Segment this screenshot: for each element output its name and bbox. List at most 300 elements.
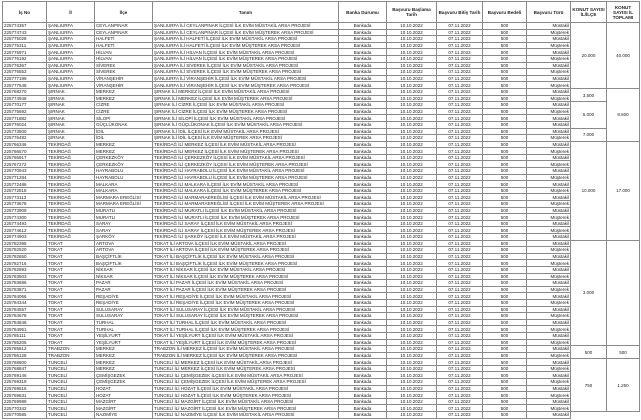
cell-basvuru-turu[interactable]: Müstakil bbox=[527, 128, 571, 135]
cell-il[interactable]: TOKAT bbox=[47, 319, 95, 326]
cell-tanim[interactable]: TOKAT İLİ BAŞÇİFTLİK İLÇESİ İLK EVİM MÜŞTEREK ARSA PROJESİ bbox=[153, 260, 339, 267]
cell-banka-durumu[interactable]: Bankada bbox=[339, 352, 387, 359]
cell-banka-durumu[interactable]: Bankada bbox=[339, 108, 387, 115]
cell-basvuru-turu[interactable]: Müşterek bbox=[527, 352, 571, 359]
cell-bedel[interactable]: 500 bbox=[483, 306, 527, 313]
cell-bedel[interactable]: 500 bbox=[483, 82, 527, 89]
cell-tanim[interactable]: ŞIRNAK İLİ CİZRE İLÇESİ İLK EVİM MÜSTAKİL ARSA PROJESİ bbox=[153, 102, 339, 109]
cell-il[interactable]: TEKİRDAĞ bbox=[47, 234, 95, 241]
cell-tanim[interactable]: TEKİRDAĞ İLİ ÇERKEZKÖY İLÇESİ İLK EVİM MÜSTAKİL ARSA PROJESİ bbox=[153, 154, 339, 161]
cell-baslama-tarih[interactable]: 10.10.2022 bbox=[387, 82, 437, 89]
cell-il[interactable]: TUNCELİ bbox=[47, 365, 95, 372]
cell-banka-durumu[interactable]: Bankada bbox=[339, 36, 387, 43]
cell-ilce[interactable]: SİVEREK bbox=[95, 69, 153, 76]
cell-bedel[interactable]: 500 bbox=[483, 95, 527, 102]
cell-konut-il-ilce[interactable]: 20.000 bbox=[571, 23, 607, 89]
cell-is-no[interactable]: 225775692 bbox=[3, 108, 47, 115]
cell-baslama-tarih[interactable]: 10.10.2022 bbox=[387, 385, 437, 392]
cell-bitis-tarih[interactable]: 07.11.2022 bbox=[437, 108, 483, 115]
cell-tanim[interactable]: ŞANLIURFA İLİ HİLVAN İLÇESİ İLK EVİM MÜSTAKİL ARSA PROJESİ bbox=[153, 49, 339, 56]
col-header-bitis-tarih[interactable]: Başvuru Bitiş Tarih bbox=[437, 2, 483, 23]
cell-bedel[interactable]: 500 bbox=[483, 359, 527, 366]
cell-il[interactable]: TOKAT bbox=[47, 339, 95, 346]
cell-baslama-tarih[interactable]: 10.10.2022 bbox=[387, 253, 437, 260]
cell-baslama-tarih[interactable]: 10.10.2022 bbox=[387, 36, 437, 43]
cell-banka-durumu[interactable]: Bankada bbox=[339, 154, 387, 161]
cell-bedel[interactable]: 500 bbox=[483, 135, 527, 142]
cell-ilce[interactable]: MAZGİRT bbox=[95, 398, 153, 405]
cell-banka-durumu[interactable]: Bankada bbox=[339, 398, 387, 405]
cell-basvuru-turu[interactable]: Müstakil bbox=[527, 240, 571, 247]
cell-ilce[interactable]: SARAY bbox=[95, 227, 153, 234]
cell-tanim[interactable]: TOKAT İLİ YEŞİLYURT İLÇESİ İLK EVİM MÜSTAKİL ARSA PROJESİ bbox=[153, 332, 339, 339]
cell-basvuru-turu[interactable]: Müstakil bbox=[527, 154, 571, 161]
cell-bedel[interactable]: 500 bbox=[483, 385, 527, 392]
cell-il[interactable]: ŞANLIURFA bbox=[47, 69, 95, 76]
cell-bedel[interactable]: 500 bbox=[483, 372, 527, 379]
cell-tanim[interactable]: TOKAT İLİ ARTOVA İLÇESİ İLK EVİM MÜŞTEREK ARSA PROJESİ bbox=[153, 247, 339, 254]
cell-basvuru-turu[interactable]: Müstakil bbox=[527, 181, 571, 188]
cell-baslama-tarih[interactable]: 10.10.2022 bbox=[387, 194, 437, 201]
cell-is-no[interactable]: 225783503 bbox=[3, 273, 47, 280]
cell-konut-il-ilce[interactable]: 5.000 bbox=[571, 102, 607, 128]
cell-tanim[interactable]: TOKAT İLİ NİKSAR İLÇESİ İLK EVİM MÜŞTEREK ARSA PROJESİ bbox=[153, 273, 339, 280]
cell-bedel[interactable]: 500 bbox=[483, 115, 527, 122]
cell-tanim[interactable]: TOKAT İLİ PAZAR İLÇESİ İLK EVİM MÜŞTEREK ARSA PROJESİ bbox=[153, 286, 339, 293]
cell-bedel[interactable]: 500 bbox=[483, 266, 527, 273]
cell-bitis-tarih[interactable]: 07.11.2022 bbox=[437, 379, 483, 386]
cell-tanim[interactable]: TOKAT İLİ SULUSARAY İLÇESİ İLK EVİM MÜSTAKİL ARSA PROJESİ bbox=[153, 306, 339, 313]
cell-basvuru-turu[interactable]: Müstakil bbox=[527, 36, 571, 43]
cell-il[interactable]: ŞANLIURFA bbox=[47, 36, 95, 43]
cell-bitis-tarih[interactable]: 07.11.2022 bbox=[437, 240, 483, 247]
cell-il[interactable]: ŞIRNAK bbox=[47, 128, 95, 135]
cell-baslama-tarih[interactable]: 10.10.2022 bbox=[387, 55, 437, 62]
cell-baslama-tarih[interactable]: 10.10.2022 bbox=[387, 161, 437, 168]
cell-is-no[interactable]: 225773500 bbox=[3, 128, 47, 135]
cell-bitis-tarih[interactable]: 07.11.2022 bbox=[437, 29, 483, 36]
cell-bedel[interactable]: 500 bbox=[483, 49, 527, 56]
cell-konut-il-ilce[interactable]: 3.500 bbox=[571, 88, 607, 101]
cell-ilce[interactable]: PAZAR bbox=[95, 280, 153, 287]
cell-basvuru-turu[interactable]: Müşterek bbox=[527, 227, 571, 234]
cell-tanim[interactable]: TEKİRDAĞ İLİ SARAY İLÇESİ İLK EVİM MÜŞTEREK ARSA PROJESİ bbox=[153, 227, 339, 234]
cell-bitis-tarih[interactable]: 07.11.2022 bbox=[437, 88, 483, 95]
cell-is-no[interactable]: 225774743 bbox=[3, 29, 47, 36]
cell-bitis-tarih[interactable]: 07.11.2022 bbox=[437, 82, 483, 89]
cell-bitis-tarih[interactable]: 07.11.2022 bbox=[437, 49, 483, 56]
cell-tanim[interactable]: ŞIRNAK İLİ MERKEZ İLÇESİ İLK EVİM MÜŞTEREK ARSA PROJESİ bbox=[153, 95, 339, 102]
cell-il[interactable]: TEKİRDAĞ bbox=[47, 194, 95, 201]
cell-is-no[interactable]: 225776553 bbox=[3, 69, 47, 76]
cell-il[interactable]: TUNCELİ bbox=[47, 372, 95, 379]
cell-tanim[interactable]: TEKİRDAĞ İLİ MALKARA İLÇESİ İLK EVİM MÜŞTEREK ARSA PROJESİ bbox=[153, 187, 339, 194]
cell-is-no[interactable]: 225770177 bbox=[3, 102, 47, 109]
cell-basvuru-turu[interactable]: Müstakil bbox=[527, 62, 571, 69]
cell-tanim[interactable]: ŞANLIURFA İLİ CEYLANPINAR İLÇESİ İLK EVİM MÜŞTEREK ARSA PROJESİ bbox=[153, 29, 339, 36]
cell-il[interactable]: TUNCELİ bbox=[47, 392, 95, 399]
cell-is-no[interactable]: 225773113 bbox=[3, 194, 47, 201]
cell-is-no[interactable]: 225774357 bbox=[3, 23, 47, 30]
cell-ilce[interactable]: ÇEMİŞGEZEK bbox=[95, 379, 153, 386]
cell-is-no[interactable]: 225776192 bbox=[3, 55, 47, 62]
cell-baslama-tarih[interactable]: 10.10.2022 bbox=[387, 299, 437, 306]
cell-baslama-tarih[interactable]: 10.10.2022 bbox=[387, 359, 437, 366]
cell-tanim[interactable]: TEKİRDAĞ İLİ HAYRABOLU İLÇESİ İLK EVİM MÜSTAKİL ARSA PROJESİ bbox=[153, 168, 339, 175]
cell-bedel[interactable]: 500 bbox=[483, 168, 527, 175]
cell-konut-il-toplam[interactable]: 1.250 bbox=[607, 359, 640, 412]
cell-bedel[interactable]: 500 bbox=[483, 280, 527, 287]
cell-ilce[interactable]: MERKEZ bbox=[95, 365, 153, 372]
cell-bedel[interactable]: 500 bbox=[483, 365, 527, 372]
cell-il[interactable]: TEKİRDAĞ bbox=[47, 227, 95, 234]
cell-tanim[interactable]: ŞANLIURFA İLİ HALFETİ İLÇESİ İLK EVİM MÜŞTEREK ARSA PROJESİ bbox=[153, 42, 339, 49]
cell-ilce[interactable]: HALFETİ bbox=[95, 36, 153, 43]
cell-basvuru-turu[interactable]: Müşterek bbox=[527, 135, 571, 142]
cell-is-no[interactable]: 225785812 bbox=[3, 346, 47, 353]
cell-bedel[interactable]: 500 bbox=[483, 319, 527, 326]
cell-bitis-tarih[interactable]: 07.11.2022 bbox=[437, 154, 483, 161]
cell-tanim[interactable]: TUNCELİ İLİ MERKEZ İLÇESİ İLK EVİM MÜSTAKİL ARSA PROJESİ bbox=[153, 359, 339, 366]
cell-il[interactable]: ŞIRNAK bbox=[47, 88, 95, 95]
cell-banka-durumu[interactable]: Bankada bbox=[339, 359, 387, 366]
cell-ilce[interactable]: MARMARA EREĞLİSİ bbox=[95, 194, 153, 201]
cell-konut-il-toplam[interactable]: 17.000 bbox=[607, 141, 640, 240]
cell-is-no[interactable]: 225776482 bbox=[3, 135, 47, 142]
cell-il[interactable]: TOKAT bbox=[47, 306, 95, 313]
cell-konut-il-toplam[interactable] bbox=[607, 240, 640, 346]
cell-baslama-tarih[interactable]: 10.10.2022 bbox=[387, 128, 437, 135]
cell-ilce[interactable]: İDİL bbox=[95, 128, 153, 135]
cell-ilce[interactable]: MERKEZ bbox=[95, 148, 153, 155]
cell-ilce[interactable]: MURATLI bbox=[95, 214, 153, 221]
cell-banka-durumu[interactable]: Bankada bbox=[339, 88, 387, 95]
cell-tanim[interactable]: TUNCELİ İLİ ÇEMİŞGEZEK İLÇESİ İLK EVİM MÜSTAKİL ARSA PROJESİ bbox=[153, 372, 339, 379]
cell-ilce[interactable]: ARTOVA bbox=[95, 240, 153, 247]
cell-il[interactable]: TEKİRDAĞ bbox=[47, 220, 95, 227]
cell-is-no[interactable]: 225782650 bbox=[3, 253, 47, 260]
cell-il[interactable]: TUNCELİ bbox=[47, 412, 95, 419]
cell-ilce[interactable]: BAŞÇİFTLİK bbox=[95, 253, 153, 260]
cell-is-no[interactable]: 225773678 bbox=[3, 201, 47, 208]
cell-is-no[interactable]: 225767272 bbox=[3, 161, 47, 168]
cell-il[interactable]: TEKİRDAĞ bbox=[47, 168, 95, 175]
cell-tanim[interactable]: TOKAT İLİ REŞADİYE İLÇESİ İLK EVİM MÜŞTEREK ARSA PROJESİ bbox=[153, 299, 339, 306]
cell-tanim[interactable]: ŞIRNAK İLİ MERKEZ İLÇESİ İLK EVİM MÜSTAKİL ARSA PROJESİ bbox=[153, 88, 339, 95]
cell-ilce[interactable]: CEYLANPINAR bbox=[95, 29, 153, 36]
cell-basvuru-turu[interactable]: Müşterek bbox=[527, 82, 571, 89]
cell-basvuru-turu[interactable]: Müstakil bbox=[527, 207, 571, 214]
cell-basvuru-turu[interactable]: Müstakil bbox=[527, 293, 571, 300]
cell-basvuru-turu[interactable]: Müşterek bbox=[527, 313, 571, 320]
cell-il[interactable]: TEKİRDAĞ bbox=[47, 148, 95, 155]
cell-ilce[interactable]: CİZRE bbox=[95, 108, 153, 115]
cell-bitis-tarih[interactable]: 07.11.2022 bbox=[437, 220, 483, 227]
cell-bitis-tarih[interactable]: 07.11.2022 bbox=[437, 326, 483, 333]
cell-bitis-tarih[interactable]: 07.11.2022 bbox=[437, 260, 483, 267]
col-header-bedel[interactable]: Başvuru Bedeli bbox=[483, 2, 527, 23]
cell-banka-durumu[interactable]: Bankada bbox=[339, 95, 387, 102]
cell-baslama-tarih[interactable]: 10.10.2022 bbox=[387, 412, 437, 419]
cell-bitis-tarih[interactable]: 07.11.2022 bbox=[437, 253, 483, 260]
cell-ilce[interactable]: MERKEZ bbox=[95, 141, 153, 148]
cell-baslama-tarih[interactable]: 10.10.2022 bbox=[387, 108, 437, 115]
cell-il[interactable]: TOKAT bbox=[47, 266, 95, 273]
cell-tanim[interactable]: ŞANLIURFA İLİ VİRANŞEHİR İLÇESİ İLK EVİM MÜŞTEREK ARSA PROJESİ bbox=[153, 82, 339, 89]
cell-il[interactable]: TEKİRDAĞ bbox=[47, 201, 95, 208]
cell-bitis-tarih[interactable]: 07.11.2022 bbox=[437, 346, 483, 353]
cell-is-no[interactable]: 225774948 bbox=[3, 95, 47, 102]
cell-ilce[interactable]: CEYLANPINAR bbox=[95, 23, 153, 30]
cell-bitis-tarih[interactable]: 07.11.2022 bbox=[437, 55, 483, 62]
cell-baslama-tarih[interactable]: 10.10.2022 bbox=[387, 332, 437, 339]
cell-il[interactable]: TOKAT bbox=[47, 253, 95, 260]
cell-tanim[interactable]: ŞANLIURFA İLİ HİLVAN İLÇESİ İLK EVİM MÜŞTEREK ARSA PROJESİ bbox=[153, 55, 339, 62]
cell-is-no[interactable]: 225770585 bbox=[3, 412, 47, 419]
cell-baslama-tarih[interactable]: 10.10.2022 bbox=[387, 88, 437, 95]
cell-basvuru-turu[interactable]: Müşterek bbox=[527, 247, 571, 254]
cell-ilce[interactable]: MERKEZ bbox=[95, 359, 153, 366]
cell-bedel[interactable]: 500 bbox=[483, 194, 527, 201]
cell-bedel[interactable]: 500 bbox=[483, 55, 527, 62]
cell-ilce[interactable]: REŞADİYE bbox=[95, 293, 153, 300]
cell-is-no[interactable]: 225784557 bbox=[3, 306, 47, 313]
cell-banka-durumu[interactable]: Bankada bbox=[339, 148, 387, 155]
cell-il[interactable]: TRABZON bbox=[47, 346, 95, 353]
cell-basvuru-turu[interactable]: Müşterek bbox=[527, 299, 571, 306]
cell-ilce[interactable]: VİRANŞEHİR bbox=[95, 82, 153, 89]
cell-baslama-tarih[interactable]: 10.10.2022 bbox=[387, 207, 437, 214]
cell-bitis-tarih[interactable]: 07.11.2022 bbox=[437, 168, 483, 175]
cell-ilce[interactable]: VİRANŞEHİR bbox=[95, 75, 153, 82]
cell-bitis-tarih[interactable]: 07.11.2022 bbox=[437, 398, 483, 405]
cell-banka-durumu[interactable]: Bankada bbox=[339, 187, 387, 194]
cell-bitis-tarih[interactable]: 07.11.2022 bbox=[437, 359, 483, 366]
cell-banka-durumu[interactable]: Bankada bbox=[339, 168, 387, 175]
cell-il[interactable]: TUNCELİ bbox=[47, 398, 95, 405]
cell-tanim[interactable]: ŞANLIURFA İLİ HALFETİ İLÇESİ İLK EVİM MÜSTAKİL ARSA PROJESİ bbox=[153, 36, 339, 43]
cell-konut-il-toplam[interactable]: 500 bbox=[607, 346, 640, 359]
cell-baslama-tarih[interactable]: 10.10.2022 bbox=[387, 372, 437, 379]
cell-baslama-tarih[interactable]: 10.10.2022 bbox=[387, 240, 437, 247]
cell-is-no[interactable]: 225784951 bbox=[3, 326, 47, 333]
cell-bitis-tarih[interactable]: 07.11.2022 bbox=[437, 148, 483, 155]
cell-baslama-tarih[interactable]: 10.10.2022 bbox=[387, 346, 437, 353]
cell-konut-il-ilce[interactable]: 10.000 bbox=[571, 141, 607, 240]
col-header-tanim[interactable]: Tanım bbox=[153, 2, 339, 23]
cell-il[interactable]: TUNCELİ bbox=[47, 405, 95, 412]
cell-banka-durumu[interactable]: Bankada bbox=[339, 365, 387, 372]
cell-tanim[interactable]: TEKİRDAĞ İLİ SARAY İLÇESİ İLK EVİM MÜSTAKİL ARSA PROJESİ bbox=[153, 220, 339, 227]
cell-bedel[interactable]: 500 bbox=[483, 326, 527, 333]
cell-banka-durumu[interactable]: Bankada bbox=[339, 266, 387, 273]
cell-banka-durumu[interactable]: Bankada bbox=[339, 253, 387, 260]
cell-il[interactable]: ŞIRNAK bbox=[47, 108, 95, 115]
cell-basvuru-turu[interactable]: Müstakil bbox=[527, 280, 571, 287]
cell-bedel[interactable]: 500 bbox=[483, 313, 527, 320]
cell-basvuru-turu[interactable]: Müstakil bbox=[527, 306, 571, 313]
cell-baslama-tarih[interactable]: 10.10.2022 bbox=[387, 201, 437, 208]
cell-ilce[interactable]: HİLVAN bbox=[95, 49, 153, 56]
cell-banka-durumu[interactable]: Bankada bbox=[339, 49, 387, 56]
cell-il[interactable]: ŞIRNAK bbox=[47, 121, 95, 128]
cell-bedel[interactable]: 500 bbox=[483, 128, 527, 135]
cell-bedel[interactable]: 500 bbox=[483, 247, 527, 254]
cell-il[interactable]: TEKİRDAĞ bbox=[47, 181, 95, 188]
cell-ilce[interactable]: GÜÇLÜKONAK bbox=[95, 121, 153, 128]
cell-banka-durumu[interactable]: Bankada bbox=[339, 135, 387, 142]
cell-baslama-tarih[interactable]: 10.10.2022 bbox=[387, 313, 437, 320]
cell-il[interactable]: TEKİRDAĞ bbox=[47, 214, 95, 221]
cell-bedel[interactable]: 500 bbox=[483, 161, 527, 168]
cell-il[interactable]: ŞANLIURFA bbox=[47, 55, 95, 62]
cell-banka-durumu[interactable]: Bankada bbox=[339, 181, 387, 188]
cell-tanim[interactable]: TOKAT İLİ NİKSAR İLÇESİ İLK EVİM MÜSTAKİL ARSA PROJESİ bbox=[153, 266, 339, 273]
cell-is-no[interactable]: 225768800 bbox=[3, 359, 47, 366]
cell-is-no[interactable]: 225770943 bbox=[3, 168, 47, 175]
cell-basvuru-turu[interactable]: Müstakil bbox=[527, 266, 571, 273]
cell-ilce[interactable]: ÇERKEZKÖY bbox=[95, 154, 153, 161]
cell-tanim[interactable]: TOKAT İLİ REŞADİYE İLÇESİ İLK EVİM MÜSTAKİL ARSA PROJESİ bbox=[153, 293, 339, 300]
cell-bitis-tarih[interactable]: 07.11.2022 bbox=[437, 161, 483, 168]
cell-bitis-tarih[interactable]: 07.11.2022 bbox=[437, 286, 483, 293]
cell-tanim[interactable]: TEKİRDAĞ İLİ ÇERKEZKÖY İLÇESİ İLK EVİM MÜŞTEREK ARSA PROJESİ bbox=[153, 161, 339, 168]
cell-bedel[interactable]: 500 bbox=[483, 121, 527, 128]
cell-ilce[interactable]: HALFETİ bbox=[95, 42, 153, 49]
cell-ilce[interactable]: ÇERKEZKÖY bbox=[95, 161, 153, 168]
cell-bitis-tarih[interactable]: 07.11.2022 bbox=[437, 332, 483, 339]
cell-is-no[interactable]: 225777548 bbox=[3, 82, 47, 89]
cell-is-no[interactable]: 225786128 bbox=[3, 352, 47, 359]
cell-il[interactable]: TUNCELİ bbox=[47, 385, 95, 392]
cell-il[interactable]: TOKAT bbox=[47, 260, 95, 267]
cell-ilce[interactable]: SİVEREK bbox=[95, 62, 153, 69]
cell-konut-il-ilce[interactable]: 750 bbox=[571, 359, 607, 412]
cell-tanim[interactable]: TEKİRDAĞ İLİ MARMARAEREĞLİSİ İLÇESİ İLK EVİM MÜSTAKİL ARSA PROJESİ bbox=[153, 194, 339, 201]
cell-baslama-tarih[interactable]: 10.10.2022 bbox=[387, 135, 437, 142]
cell-basvuru-turu[interactable]: Müstakil bbox=[527, 253, 571, 260]
cell-bitis-tarih[interactable]: 07.11.2022 bbox=[437, 405, 483, 412]
cell-il[interactable]: TOKAT bbox=[47, 313, 95, 320]
cell-baslama-tarih[interactable]: 10.10.2022 bbox=[387, 227, 437, 234]
cell-bedel[interactable]: 500 bbox=[483, 75, 527, 82]
cell-bitis-tarih[interactable]: 07.11.2022 bbox=[437, 339, 483, 346]
cell-konut-il-toplam[interactable]: 8.500 bbox=[607, 88, 640, 141]
cell-banka-durumu[interactable]: Bankada bbox=[339, 332, 387, 339]
cell-ilce[interactable]: ARTOVA bbox=[95, 247, 153, 254]
cell-ilce[interactable]: MAZGİRT bbox=[95, 405, 153, 412]
cell-baslama-tarih[interactable]: 10.10.2022 bbox=[387, 214, 437, 221]
cell-bedel[interactable]: 500 bbox=[483, 141, 527, 148]
cell-bitis-tarih[interactable]: 07.11.2022 bbox=[437, 385, 483, 392]
cell-baslama-tarih[interactable]: 10.10.2022 bbox=[387, 75, 437, 82]
cell-bedel[interactable]: 500 bbox=[483, 23, 527, 30]
cell-ilce[interactable]: MURATLI bbox=[95, 207, 153, 214]
cell-baslama-tarih[interactable]: 10.10.2022 bbox=[387, 148, 437, 155]
cell-il[interactable]: ŞANLIURFA bbox=[47, 42, 95, 49]
cell-is-no[interactable]: 225770342 bbox=[3, 405, 47, 412]
cell-ilce[interactable]: HAYRABOLU bbox=[95, 168, 153, 175]
cell-bitis-tarih[interactable]: 07.11.2022 bbox=[437, 234, 483, 241]
cell-basvuru-turu[interactable]: Müşterek bbox=[527, 405, 571, 412]
cell-banka-durumu[interactable]: Bankada bbox=[339, 299, 387, 306]
cell-bitis-tarih[interactable]: 07.11.2022 bbox=[437, 174, 483, 181]
cell-banka-durumu[interactable]: Bankada bbox=[339, 121, 387, 128]
cell-is-no[interactable]: 225776024 bbox=[3, 121, 47, 128]
cell-baslama-tarih[interactable]: 10.10.2022 bbox=[387, 121, 437, 128]
col-header-konut-il-toplam[interactable]: KONUT SAYISI İL TOPLAMI bbox=[607, 2, 640, 23]
cell-is-no[interactable]: 225783686 bbox=[3, 280, 47, 287]
cell-basvuru-turu[interactable]: Müşterek bbox=[527, 187, 571, 194]
cell-il[interactable]: TOKAT bbox=[47, 326, 95, 333]
cell-banka-durumu[interactable]: Bankada bbox=[339, 385, 387, 392]
cell-bedel[interactable]: 500 bbox=[483, 207, 527, 214]
cell-baslama-tarih[interactable]: 10.10.2022 bbox=[387, 306, 437, 313]
cell-baslama-tarih[interactable]: 10.10.2022 bbox=[387, 29, 437, 36]
cell-banka-durumu[interactable]: Bankada bbox=[339, 392, 387, 399]
cell-tanim[interactable]: TOKAT İLİ TURHAL İLÇESİ İLK EVİM MÜSTAKİL ARSA PROJESİ bbox=[153, 319, 339, 326]
cell-ilce[interactable]: ŞARKÖY bbox=[95, 234, 153, 241]
cell-basvuru-turu[interactable]: Müşterek bbox=[527, 365, 571, 372]
cell-bedel[interactable]: 500 bbox=[483, 293, 527, 300]
cell-tanim[interactable]: TUNCELİ İLİ HOZAT İLÇESİ İLK EVİM MÜŞTEREK ARSA PROJESİ bbox=[153, 392, 339, 399]
cell-basvuru-turu[interactable]: Müşterek bbox=[527, 108, 571, 115]
cell-baslama-tarih[interactable]: 10.10.2022 bbox=[387, 280, 437, 287]
cell-is-no[interactable]: 225775311 bbox=[3, 42, 47, 49]
cell-basvuru-turu[interactable]: Müstakil bbox=[527, 23, 571, 30]
cell-basvuru-turu[interactable]: Müstakil bbox=[527, 121, 571, 128]
cell-banka-durumu[interactable]: Bankada bbox=[339, 240, 387, 247]
cell-baslama-tarih[interactable]: 10.10.2022 bbox=[387, 379, 437, 386]
cell-banka-durumu[interactable]: Bankada bbox=[339, 313, 387, 320]
cell-baslama-tarih[interactable]: 10.10.2022 bbox=[387, 181, 437, 188]
cell-basvuru-turu[interactable]: Müstakil bbox=[527, 372, 571, 379]
cell-ilce[interactable]: REŞADİYE bbox=[95, 299, 153, 306]
cell-baslama-tarih[interactable]: 10.10.2022 bbox=[387, 286, 437, 293]
cell-is-no[interactable]: 225783871 bbox=[3, 286, 47, 293]
cell-tanim[interactable]: TOKAT İLİ BAŞÇİFTLİK İLÇESİ İLK EVİM MÜSTAKİL ARSA PROJESİ bbox=[153, 253, 339, 260]
cell-banka-durumu[interactable]: Bankada bbox=[339, 247, 387, 254]
cell-tanim[interactable]: TUNCELİ İLİ ÇEMİŞGEZEK İLÇESİ İLK EVİM MÜŞTEREK ARSA PROJESİ bbox=[153, 379, 339, 386]
cell-tanim[interactable]: ŞIRNAK İLİ İDİL İLÇESİ İLK EVİM MÜŞTEREK ARSA PROJESİ bbox=[153, 135, 339, 142]
cell-banka-durumu[interactable]: Bankada bbox=[339, 42, 387, 49]
cell-basvuru-turu[interactable]: Müşterek bbox=[527, 42, 571, 49]
cell-basvuru-turu[interactable]: Müstakil bbox=[527, 385, 571, 392]
cell-il[interactable]: TEKİRDAĞ bbox=[47, 141, 95, 148]
cell-banka-durumu[interactable]: Bankada bbox=[339, 326, 387, 333]
cell-basvuru-turu[interactable]: Müşterek bbox=[527, 161, 571, 168]
cell-is-no[interactable]: 225782520 bbox=[3, 247, 47, 254]
cell-tanim[interactable]: ŞANLIURFA İLİ VİRANŞEHİR İLÇESİ İLK EVİM MÜSTAKİL ARSA PROJESİ bbox=[153, 75, 339, 82]
cell-baslama-tarih[interactable]: 10.10.2022 bbox=[387, 49, 437, 56]
cell-banka-durumu[interactable]: Bankada bbox=[339, 227, 387, 234]
cell-konut-il-ilce[interactable]: 3.000 bbox=[571, 240, 607, 346]
cell-bedel[interactable]: 500 bbox=[483, 273, 527, 280]
cell-il[interactable]: TEKİRDAĞ bbox=[47, 161, 95, 168]
cell-banka-durumu[interactable]: Bankada bbox=[339, 280, 387, 287]
cell-banka-durumu[interactable]: Bankada bbox=[339, 273, 387, 280]
cell-basvuru-turu[interactable]: Müstakil bbox=[527, 398, 571, 405]
cell-ilce[interactable]: YEŞİLYURT bbox=[95, 332, 153, 339]
cell-bedel[interactable]: 500 bbox=[483, 234, 527, 241]
cell-ilce[interactable]: NAZIMİYE bbox=[95, 412, 153, 419]
cell-bitis-tarih[interactable]: 07.11.2022 bbox=[437, 365, 483, 372]
cell-ilce[interactable]: MALKARA bbox=[95, 187, 153, 194]
cell-ilce[interactable]: TURHAL bbox=[95, 319, 153, 326]
cell-tanim[interactable]: TEKİRDAĞ İLİ MALKARA İLÇESİ İLK EVİM MÜSTAKİL ARSA PROJESİ bbox=[153, 181, 339, 188]
cell-bedel[interactable]: 500 bbox=[483, 332, 527, 339]
cell-is-no[interactable]: 225769989 bbox=[3, 398, 47, 405]
